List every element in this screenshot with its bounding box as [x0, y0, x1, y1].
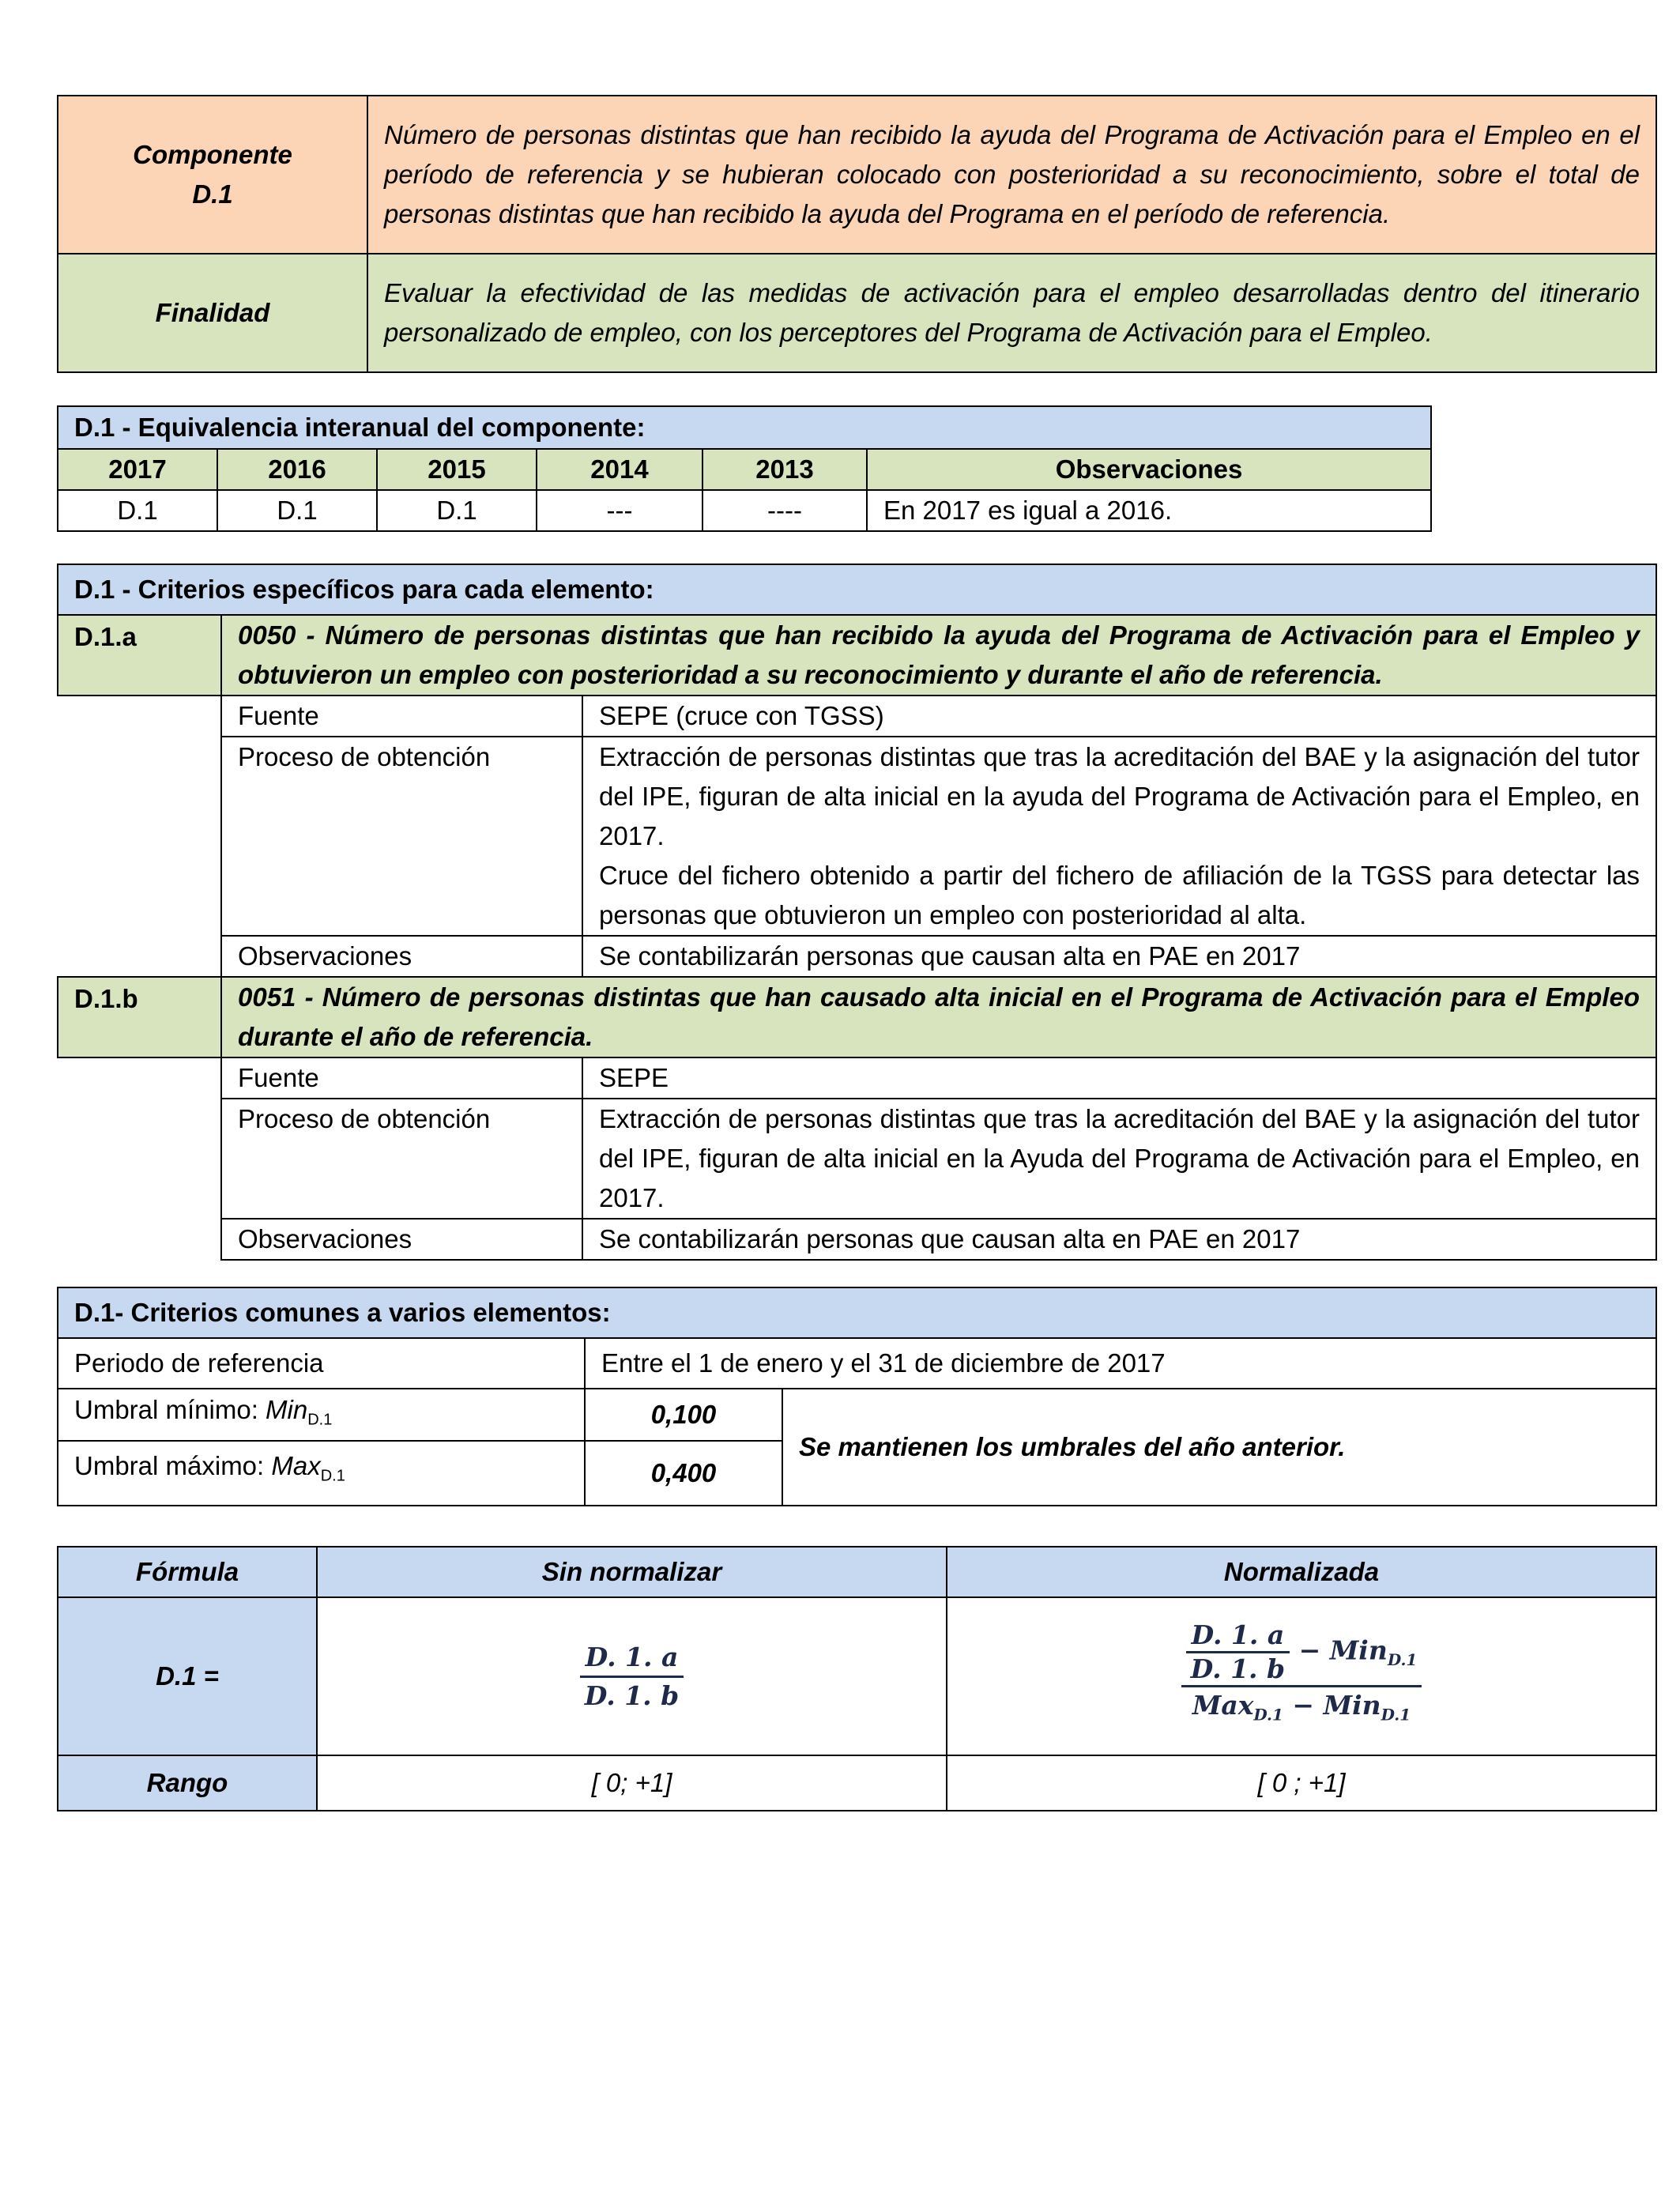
value-2017: D.1 — [58, 490, 217, 531]
normalized-formula — [1181, 1619, 1422, 1733]
raw-denominator: D. 1. b — [584, 1679, 680, 1711]
element-title-a: 0050 - Número de personas distintas que han recibido la ayuda del Programa de Activación para el Empleo y obtuvieron un empleo con posterioridad a su reconocimiento y durante el año de referencia. — [221, 615, 1656, 696]
source-label-a: Fuente — [221, 696, 582, 737]
header-2016: 2016 — [217, 449, 377, 490]
header-observaciones: Observaciones — [867, 449, 1431, 490]
period-value: Entre el 1 de enero y el 31 de diciembre de 2017 — [585, 1338, 1656, 1389]
value-2014: --- — [537, 490, 703, 531]
process-label-b: Proceso de obtención — [221, 1099, 582, 1219]
raw-numerator: D. 1. a — [580, 1639, 684, 1678]
spacer-a — [58, 696, 221, 977]
max-label-var: Max — [271, 1451, 321, 1480]
period-label: Periodo de referencia — [58, 1338, 585, 1389]
range-normalized: [ 0 ; +1] — [947, 1755, 1656, 1811]
max-label-prefix: Umbral máximo: — [74, 1451, 272, 1480]
inner-numerator: D. 1. a — [1186, 1619, 1290, 1653]
element-code-b: D.1.b — [58, 977, 221, 1057]
obs-label-a: Observaciones — [221, 936, 582, 977]
process-value-b: Extracción de personas distintas que tras la acreditación del BAE y la asignación del tutor del IPE, figuran de alta inicial en la Ayuda del Programa de Activación para el Empleo, en 2017. — [582, 1099, 1656, 1219]
header-2015: 2015 — [377, 449, 537, 490]
value-observaciones: En 2017 es igual a 2016. — [867, 490, 1431, 531]
obs-label-b: Observaciones — [221, 1219, 582, 1260]
raw-header: Sin normalizar — [317, 1547, 947, 1597]
denominator-max-sub: D.1 — [1253, 1705, 1283, 1725]
formula-header: Fórmula — [58, 1547, 317, 1597]
component-table — [57, 95, 1657, 373]
min-label-prefix: Umbral mínimo: — [74, 1394, 266, 1424]
min-label-var: Min — [266, 1394, 308, 1424]
spacer-b — [58, 1057, 221, 1260]
header-2017: 2017 — [58, 449, 217, 490]
normalized-numerator — [1181, 1619, 1422, 1687]
range-label: Rango — [58, 1755, 317, 1811]
normalized-denominator — [1181, 1687, 1422, 1733]
normalized-formula-cell — [947, 1597, 1656, 1755]
criteria-table — [57, 564, 1657, 1261]
raw-formula — [580, 1639, 684, 1714]
value-2016: D.1 — [217, 490, 377, 531]
element-title-b: 0051 - Número de personas distintas que han causado alta inicial en el Programa de Activación para el Empleo durante el año de referencia. — [221, 977, 1656, 1057]
common-title: D.1- Criterios comunes a varios elementos: — [58, 1287, 1656, 1338]
process-value-a — [582, 737, 1656, 936]
max-label-sub: D.1 — [320, 1467, 345, 1485]
numerator-minus: − — [1290, 1634, 1330, 1666]
inner-fraction — [1186, 1619, 1290, 1685]
value-2013: ---- — [703, 490, 867, 531]
process-label-a: Proceso de obtención — [221, 737, 582, 936]
raw-formula-cell — [317, 1597, 947, 1755]
denominator-min-sub: D.1 — [1381, 1705, 1411, 1725]
formula-row-label: D.1 = — [58, 1597, 317, 1755]
threshold-note: Se mantienen los umbrales del año anterior. — [782, 1389, 1656, 1506]
denominator-minus: − — [1283, 1690, 1324, 1721]
component-label-cell — [58, 96, 367, 254]
element-code-a: D.1.a — [58, 615, 221, 696]
source-value-a: SEPE (cruce con TGSS) — [582, 696, 1656, 737]
numerator-min-sub: D.1 — [1387, 1650, 1418, 1670]
component-code: D.1 — [192, 179, 233, 209]
component-label: Componente — [133, 140, 292, 169]
value-2015: D.1 — [377, 490, 537, 531]
process-value-a-1: Extracción de personas distintas que tras la acreditación del BAE y la asignación del tutor del IPE, figuran de alta inicial en la ayuda del Programa de Activación para el Empleo, en 2017. — [599, 742, 1640, 850]
purpose-description: Evaluar la efectividad de las medidas de activación para el empleo desarrolladas dentro del itinerario personalizado de empleo, con los perceptores del Programa de Activación para el Empleo. — [367, 254, 1656, 372]
component-description: Número de personas distintas que han recibido la ayuda del Programa de Activación para el Empleo en el período de referencia y se hubieran colocado con posterioridad a su reconocimiento, sobre el total de personas distintas que han recibido la ayuda del Programa en el período de referencia. — [367, 96, 1656, 254]
numerator-min: Min — [1329, 1634, 1388, 1666]
process-value-a-2: Cruce del fichero obtenido a partir del fichero de afiliación de la TGSS para detectar las personas que obtuvieron un empleo con posterioridad al alta. — [599, 861, 1640, 929]
equivalence-table — [57, 405, 1432, 532]
denominator-max: Max — [1192, 1690, 1254, 1721]
equivalence-title: D.1 - Equivalencia interanual del componente: — [58, 406, 1431, 449]
source-value-b: SEPE — [582, 1057, 1656, 1099]
min-label-sub: D.1 — [307, 1411, 333, 1429]
purpose-label: Finalidad — [58, 254, 367, 372]
max-threshold-value: 0,400 — [585, 1441, 782, 1506]
inner-denominator: D. 1. b — [1190, 1653, 1286, 1685]
obs-value-a: Se contabilizarán personas que causan alta en PAE en 2017 — [582, 936, 1656, 977]
source-label-b: Fuente — [221, 1057, 582, 1099]
criteria-title: D.1 - Criterios específicos para cada elemento: — [58, 564, 1656, 615]
min-threshold-value: 0,100 — [585, 1389, 782, 1441]
header-2013: 2013 — [703, 449, 867, 490]
formula-table — [57, 1546, 1657, 1811]
max-threshold-label — [58, 1441, 585, 1506]
obs-value-b: Se contabilizarán personas que causan alta en PAE en 2017 — [582, 1219, 1656, 1260]
common-criteria-table — [57, 1287, 1657, 1506]
min-threshold-label — [58, 1389, 585, 1441]
denominator-min: Min — [1323, 1690, 1381, 1721]
header-2014: 2014 — [537, 449, 703, 490]
range-raw: [ 0; +1] — [317, 1755, 947, 1811]
normalized-header: Normalizada — [947, 1547, 1656, 1597]
